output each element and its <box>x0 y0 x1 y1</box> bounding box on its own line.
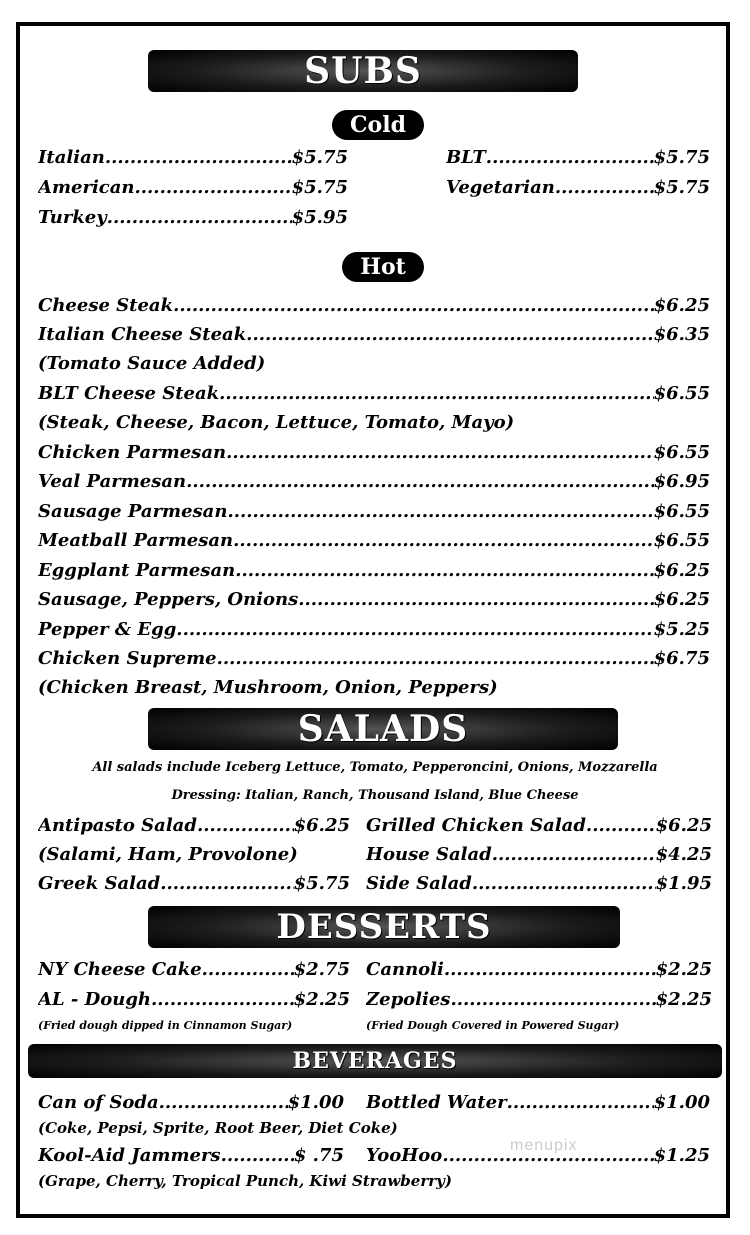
menu-item: Turkey ..... $5.95 <box>38 206 348 230</box>
menu-item: Bottled Water ..... $1.00 <box>366 1091 710 1115</box>
menu-item: Can of Soda ..... $1.00 <box>38 1091 344 1115</box>
menu-item: Eggplant Parmesan ..... $6.25 <box>38 559 710 583</box>
menu-item: Cannoli ..... $2.25 <box>366 958 712 982</box>
menu-item: BLT ..... $5.75 <box>446 146 710 170</box>
menu-item: Meatball Parmesan ..... $6.55 <box>38 529 710 553</box>
hot-label: Hot <box>342 252 424 282</box>
salads-title: SALADS <box>297 708 469 750</box>
menu-item: BLT Cheese Steak ..... $6.55 <box>38 382 710 406</box>
beverages-title: BEVERAGES <box>292 1048 458 1074</box>
menu-item: Side Salad ..... $1.95 <box>366 872 712 896</box>
item-note: (Fried dough dipped in Cinnamon Sugar) <box>38 1019 293 1032</box>
menu-item: Antipasto Salad ..... $6.25 <box>38 814 350 838</box>
menu-item: Kool-Aid Jammers ..... $ .75 <box>38 1144 344 1168</box>
menu-item: Italian Cheese Steak ..... $6.35 <box>38 323 710 347</box>
item-note: (Fried Dough Covered in Powered Sugar) <box>366 1019 620 1032</box>
menu-item: YooHoo ..... $1.25 <box>366 1144 710 1168</box>
menu-item: House Salad ..... $4.25 <box>366 843 712 867</box>
menu-item: Italian ..... $5.75 <box>38 146 348 170</box>
desserts-title: DESSERTS <box>276 907 492 947</box>
menu-item: American ..... $5.75 <box>38 176 348 200</box>
item-note: (Steak, Cheese, Bacon, Lettuce, Tomato, Mayo) <box>38 412 515 433</box>
salads-dressing-note: Dressing: Italian, Ranch, Thousand Island, Blue Cheese <box>171 788 579 803</box>
item-note: (Salami, Ham, Provolone) <box>38 844 298 865</box>
subs-banner <box>148 50 578 92</box>
salads-banner <box>148 708 618 750</box>
menu-item: Cheese Steak ..... $6.25 <box>38 294 710 318</box>
menu-item: Veal Parmesan ..... $6.95 <box>38 470 710 494</box>
subs-title: SUBS <box>304 50 422 92</box>
menu-item: Zepolies ..... $2.25 <box>366 988 712 1012</box>
menu-item: Sausage Parmesan ..... $6.55 <box>38 500 710 524</box>
item-note: (Tomato Sauce Added) <box>38 353 266 374</box>
watermark: menupix <box>510 1137 578 1154</box>
desserts-banner <box>148 906 620 948</box>
menu-item: NY Cheese Cake ..... $2.75 <box>38 958 350 982</box>
menu-item: Pepper & Egg ..... $5.25 <box>38 618 710 642</box>
menu-item: Chicken Supreme ..... $6.75 <box>38 647 710 671</box>
menu-item: Sausage, Peppers, Onions ..... $6.25 <box>38 588 710 612</box>
menu-item: Grilled Chicken Salad ..... $6.25 <box>366 814 712 838</box>
menu-item: AL - Dough ..... $2.25 <box>38 988 350 1012</box>
item-note: (Grape, Cherry, Tropical Punch, Kiwi Strawberry) <box>38 1172 452 1190</box>
menu-item: Chicken Parmesan ..... $6.55 <box>38 441 710 465</box>
item-note: (Coke, Pepsi, Sprite, Root Beer, Diet Coke) <box>38 1119 398 1137</box>
beverages-banner <box>28 1044 722 1078</box>
menu-item: Vegetarian ..... $5.75 <box>446 176 710 200</box>
menu-item: Greek Salad ..... $5.75 <box>38 872 350 896</box>
item-note: (Chicken Breast, Mushroom, Onion, Peppers) <box>38 677 498 698</box>
cold-label: Cold <box>332 110 424 140</box>
salads-include-note: All salads include Iceberg Lettuce, Tomato, Pepperoncini, Onions, Mozzarella <box>92 760 658 775</box>
